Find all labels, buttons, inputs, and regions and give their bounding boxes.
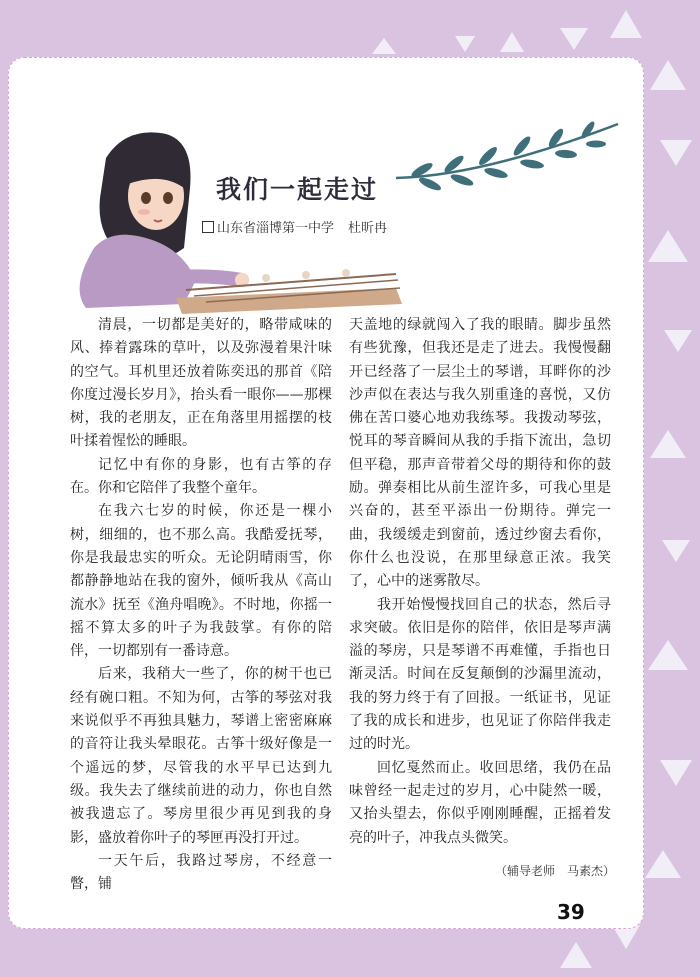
deco-triangle bbox=[560, 942, 592, 968]
paragraph: 清晨，一切都是美好的，略带咸味的风、捧着露珠的草叶，以及弥漫着果汁味的空气。耳机里还放着陈奕迅的那首《陪你度过漫长岁月》，抬头看一眼你——那棵树，我的老朋友，正在角落里用摇摆的枝叶揉着惺忪的睡眼。 bbox=[70, 317, 332, 450]
paragraph: 我开始慢慢找回自己的状态，然后寻求突破。依旧是你的陪伴，依旧是琴声满溢的琴房，只是琴谱不再难懂，手指也日渐灵活。时间在反复颠倒的沙漏里流动，我的努力终于有了回报。一纸证书，见证了我的成长和进步，也见证了你陪伴我走过的时光。 bbox=[349, 596, 611, 753]
deco-triangle bbox=[660, 140, 692, 166]
deco-triangle bbox=[650, 60, 686, 90]
square-bullet-icon bbox=[202, 221, 214, 233]
deco-triangle bbox=[664, 330, 692, 352]
deco-triangle bbox=[455, 36, 475, 52]
advisor-credit: （辅导老师 马素杰） bbox=[495, 864, 616, 878]
deco-triangle bbox=[648, 230, 688, 262]
page-number: 39 bbox=[557, 900, 585, 924]
deco-triangle bbox=[560, 28, 588, 50]
body-column-left bbox=[70, 314, 332, 896]
paragraph: 天盖地的绿就闯入了我的眼睛。脚步虽然有些犹豫，但我还是走了进去。我慢慢翻开已经落了一层尘土的琴谱，耳畔你的沙沙声似在表达与我久别重逢的喜悦，又仿佛在苦口婆心地劝我练琴。我拨动琴弦，悦耳的琴音瞬间从我的手指下流出，急切但平稳，那声音带着父母的期待和你的鼓励。弹奏相比从前生涩许多，可我心里是兴奋的，甚至平添出一份期待。弹完一曲，我缓缓走到窗前，透过纱窗去看你，你什么也没说，在那里绿意正浓。我笑了，心中的迷雾散尽。 bbox=[349, 317, 611, 590]
body-column-right bbox=[349, 314, 611, 850]
paragraph: 记忆中有你的身影，也有古筝的存在。你和它陪伴了我整个童年。 bbox=[70, 456, 332, 497]
deco-triangle bbox=[660, 760, 692, 786]
byline bbox=[202, 217, 387, 236]
deco-triangle bbox=[650, 430, 686, 458]
author-name: 杜昕冉 bbox=[348, 221, 388, 236]
author-school: 山东省淄博第一中学 bbox=[217, 221, 335, 236]
deco-triangle bbox=[662, 540, 690, 562]
deco-triangle bbox=[372, 38, 396, 54]
paragraph: 一天午后，我路过琴房，不经意一瞥，铺 bbox=[70, 852, 332, 893]
paragraph: 在我六七岁的时候，你还是一棵小树，细细的，也不那么高。我酷爱抚琴，你是我最忠实的听众。无论阴晴雨雪，你都静静地站在我的窗外，倾听我从《高山流水》抚至《渔舟唱晚》。不时地，你摇一摇不算太多的叶子为我鼓掌。有你的陪伴，一切都别有一番诗意。 bbox=[70, 503, 332, 660]
deco-triangle bbox=[648, 640, 688, 670]
deco-triangle bbox=[500, 32, 524, 52]
paragraph: 后来，我稍大一些了，你的树干也已经有碗口粗。不知为何，古筝的琴弦对我来说似乎不再独具魅力，琴谱上密密麻麻的音符让我头晕眼花。古筝十级好像是一个遥远的梦，尽管我的水平早已达到九级。我失去了继续前进的动力，你也自然被我遗忘了。琴房里很少再见到我的身影，盛放着你叶子的琴匣再没打开过。 bbox=[70, 666, 332, 846]
article-title: 我们一起走过 bbox=[216, 175, 379, 204]
leaf-branch-icon bbox=[392, 118, 622, 198]
deco-triangle bbox=[610, 10, 642, 38]
paragraph: 回忆戛然而止。收回思绪，我仍在品味曾经一起走过的岁月，心中陡然一暖，又抬头望去，你似乎刚刚睡醒，正摇着发亮的叶子，冲我点头微笑。 bbox=[349, 759, 611, 846]
deco-triangle bbox=[645, 850, 681, 878]
